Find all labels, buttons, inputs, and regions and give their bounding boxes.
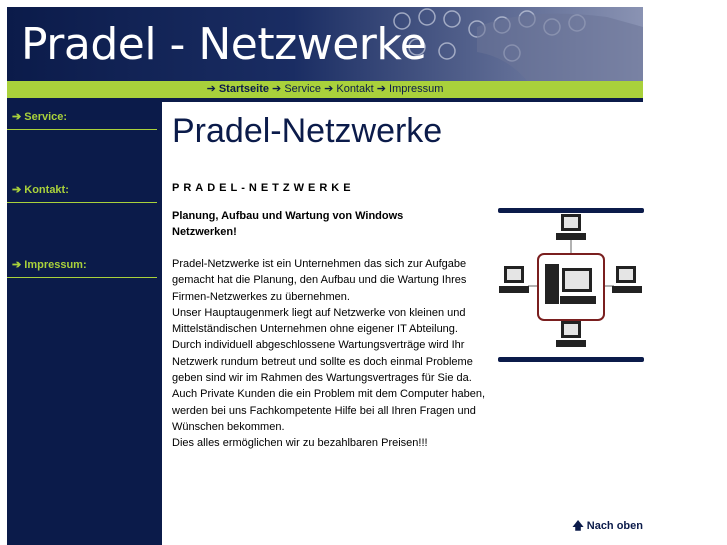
arrow-right-icon: ➔ — [272, 83, 282, 95]
back-to-top-link[interactable]: 🡅 Nach oben — [572, 520, 643, 532]
section-title: PRADEL-NETZWERKE — [172, 182, 355, 194]
arrow-right-icon: ➔ — [206, 83, 216, 95]
sidebar — [7, 102, 162, 545]
page-title: Pradel-Netzwerke — [172, 112, 443, 150]
nav-link-kontakt[interactable]: Kontakt — [336, 83, 374, 95]
body-text — [172, 256, 492, 452]
intro-text: Planung, Aufbau und Wartung von Windows Netzwerken! — [172, 210, 404, 238]
nav-link-service[interactable]: Service — [284, 83, 322, 95]
site-title: Pradel - Netzwerke — [21, 19, 427, 70]
nav-link-startseite[interactable]: Startseite — [218, 83, 269, 95]
network-diagram-icon — [498, 208, 644, 363]
paragraph: Unser Hauptaugenmerk liegt auf Netzwerke von kleinen und Mittelständischen Unternehmen ohne eigener IT Abteilung. — [172, 306, 466, 336]
site-header — [7, 7, 643, 81]
paragraph: Durch individuell abgeschlossene Wartungsverträge wird Ihr Netzwerk rundum betreut und sollte es doch einmal Probleme geben sind wir im Rahmen des Wartungsvertrages für Sie da. — [172, 339, 473, 385]
sidebar-item-service[interactable]: ➔ Service: — [7, 110, 157, 130]
arrow-right-icon: ➔ — [376, 83, 386, 95]
sidebar-item-impressum[interactable]: ➔ Impressum: — [7, 258, 157, 278]
sidebar-item-kontakt[interactable]: ➔ Kontakt: — [7, 183, 157, 203]
paragraph: Auch Private Kunden die ein Problem mit dem Computer haben, werden bei uns Fachkompetente Hilfe bei all Ihren Fragen und Wünschen bekommen. — [172, 388, 486, 433]
nav-link-impressum[interactable]: Impressum — [389, 83, 444, 95]
top-navigation — [7, 81, 643, 98]
arrow-right-icon: ➔ — [324, 83, 334, 95]
paragraph: Pradel-Netzwerke ist ein Unternehmen das sich zur Aufgabe gemacht hat die Planung, den Aufbau und die Wartung Ihres Firmen-Netzwerkes zu übernehmen. — [172, 258, 467, 303]
main-content — [162, 102, 643, 545]
paragraph: Dies alles ermöglichen wir zu bezahlbaren Preisen!!! — [172, 437, 428, 450]
